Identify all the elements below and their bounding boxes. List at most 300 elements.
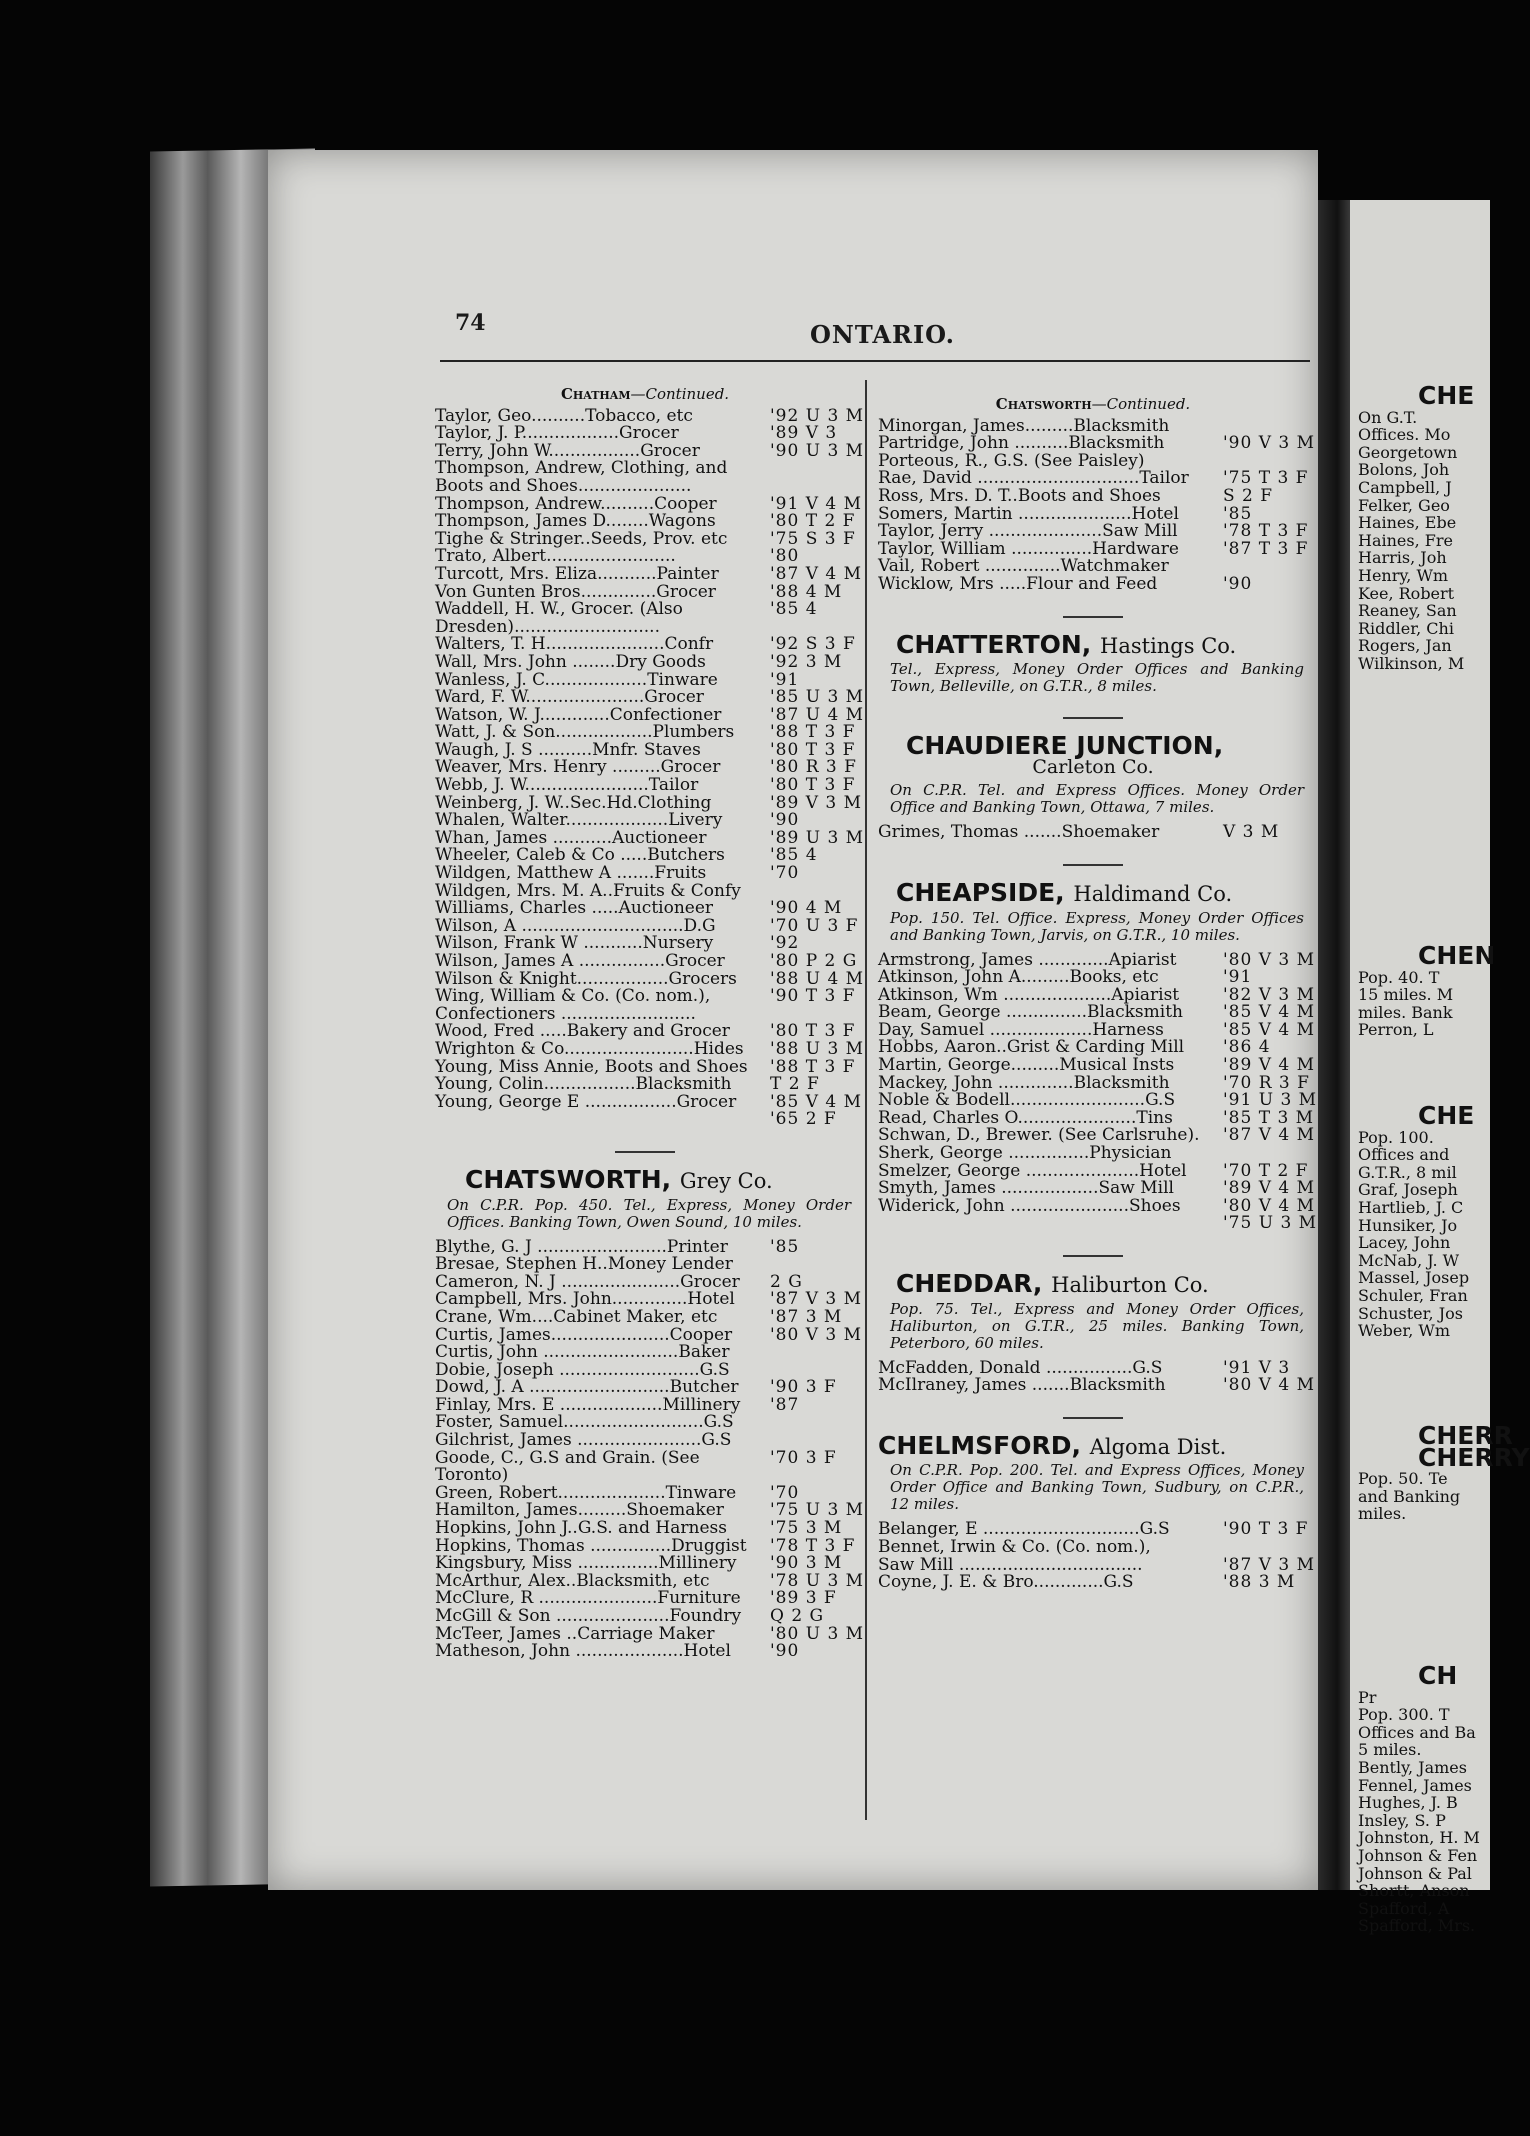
entry-rating: '90 3 M xyxy=(770,1553,843,1574)
entry-rating: '75 U 3 M xyxy=(770,1500,865,1521)
entry-rating: '80 R 3 F xyxy=(770,757,857,778)
place-description: Tel., Express, Money Order Offices and Banking Town, Belleville, on G.T.R., 8 miles. xyxy=(890,660,1304,696)
entry-name: Wall, Mrs. John ........Dry Goods xyxy=(435,651,706,672)
next-page-block xyxy=(1358,1421,1530,1524)
entry-name: Wilson, Frank W ...........Nursery xyxy=(435,933,714,954)
directory-entry xyxy=(435,1306,855,1327)
directory-entry xyxy=(878,1375,1316,1396)
entry-rating: '87 3 M xyxy=(770,1306,843,1327)
entry-name: McClure, R ......................Furniture xyxy=(435,1588,741,1609)
entry-name: Wood, Fred .....Bakery and Grocer xyxy=(435,1021,730,1042)
next-page-block xyxy=(1358,381,1475,673)
entry-name: Foster, Samuel..........................G.S xyxy=(435,1412,734,1433)
entry-rating: '90 T 3 F xyxy=(770,986,856,1007)
entry-rating: '88 T 3 F xyxy=(770,1056,856,1077)
entry-name: McTeer, James ..Carriage Maker xyxy=(435,1623,715,1644)
entry-name: Thompson, James D........Wagons xyxy=(435,511,716,532)
entry-rating: '70 3 F xyxy=(770,1447,837,1468)
entry-name: Kingsbury, Miss ...............Millinery xyxy=(435,1553,737,1574)
entry-name: Whalen, Walter...................Livery xyxy=(435,810,723,831)
place-heading: CHEDDAR, Haliburton Co. xyxy=(896,1269,1209,1298)
entry-name: Sherk, George ...............Physician xyxy=(878,1143,1172,1164)
entry-name: Goode, C., G.S and Grain. (See xyxy=(435,1447,700,1468)
entry-rating: '70 xyxy=(770,863,800,884)
entry-name: Wilson & Knight.................Grocers xyxy=(435,968,737,989)
entry-name xyxy=(435,1111,764,1129)
next-page-line: CHE xyxy=(1418,1101,1475,1130)
place-description: On C.P.R. Pop. 200. Tel. and Express Offices, Money Order Office and Banking Town, Sudbury, on C.P.R., 12 miles. xyxy=(890,1461,1304,1514)
next-page-line: 5 miles. xyxy=(1358,1740,1422,1760)
entry-rating: '92 xyxy=(770,933,800,954)
entry-name: Somers, Martin .....................Hotel xyxy=(878,503,1179,524)
entry-name: Turcott, Mrs. Eliza...........Painter xyxy=(435,563,719,584)
entry-rating: '88 U 3 M xyxy=(770,1038,865,1059)
entry-name: Trato, Albert........................ xyxy=(435,546,676,567)
entry-rating: '87 V 4 M xyxy=(770,563,863,584)
place-heading: CHATSWORTH, Grey Co. xyxy=(465,1164,773,1194)
directory-entry xyxy=(878,1145,1308,1163)
entry-name: McFadden, Donald ................G.S xyxy=(878,1357,1163,1378)
chatham-entries xyxy=(435,405,865,1130)
entry-name: Webb, J. W.......................Tailor xyxy=(435,775,699,796)
entry-rating: '90 3 F xyxy=(770,1377,837,1398)
entry-name: Belanger, E .............................G.S xyxy=(878,1519,1170,1540)
entry-name: Wilson, James A ................Grocer xyxy=(435,951,725,971)
next-page-line: Offices. Mo xyxy=(1358,425,1451,445)
entry-rating: '70 xyxy=(770,1482,800,1503)
entry-rating: '80 T 3 F xyxy=(770,739,856,760)
entry-rating: '89 V 3 xyxy=(770,423,838,444)
next-page-line: Spafford, A xyxy=(1358,1898,1450,1918)
next-page-line: Harris, Joh xyxy=(1358,548,1447,568)
next-page-line: Graf, Joseph xyxy=(1358,1180,1458,1200)
entry-name: McGill & Son .....................Foundry xyxy=(435,1606,742,1626)
page-number: 74 xyxy=(455,310,486,336)
entry-rating: '80 U 3 M xyxy=(770,1623,865,1644)
entry-rating: '90 xyxy=(1223,573,1253,594)
entry-rating: '85 V 4 M xyxy=(1223,1002,1316,1023)
entry-name: Saw Mill .................................. xyxy=(878,1554,1143,1575)
next-page-line: Lacey, John xyxy=(1358,1233,1451,1253)
directory-entry xyxy=(878,1536,1308,1557)
next-page-line: Schuster, Jos xyxy=(1358,1303,1463,1323)
entry-name: Taylor, Jerry .....................Saw Mill xyxy=(878,521,1178,542)
entry-name: Hopkins, John J..G.S. and Harness xyxy=(435,1518,727,1539)
section-separator xyxy=(1063,864,1123,866)
entry-rating: '90 T 3 F xyxy=(1223,1519,1309,1540)
next-page-line: Reaney, San xyxy=(1358,601,1457,621)
next-page-line: Offices and xyxy=(1358,1145,1450,1165)
entry-rating: '70 R 3 F xyxy=(1223,1072,1310,1093)
entry-name: Ward, F. W......................Grocer xyxy=(435,687,704,708)
next-page-line: Bently, James xyxy=(1358,1757,1467,1777)
entry-rating: '75 U 3 M xyxy=(1223,1213,1318,1234)
entry-rating: '80 T 3 F xyxy=(770,1021,856,1042)
next-page-line: Campbell, J xyxy=(1358,477,1452,497)
next-page-fragment xyxy=(1350,200,1530,1936)
next-page-line: Johnston, H. M xyxy=(1358,1828,1480,1848)
next-page-line: Felker, Geo xyxy=(1358,495,1450,515)
entry-name: Walters, T. H......................Confr xyxy=(435,634,714,655)
entry-rating: '85 4 xyxy=(770,599,818,620)
entry-name: Bresae, Stephen H..Money Lender xyxy=(435,1254,733,1275)
next-page-line: Offices and Ba xyxy=(1358,1722,1476,1742)
next-page-line: Shortt, Anson xyxy=(1358,1881,1470,1901)
left-column xyxy=(435,382,865,1662)
entry-name: Partridge, John ..........Blacksmith xyxy=(878,433,1165,454)
next-page-line: miles. xyxy=(1358,1504,1407,1524)
entry-name: Bennet, Irwin & Co. (Co. nom.), xyxy=(878,1536,1151,1557)
entry-rating: '87 xyxy=(770,1394,800,1415)
entry-name: Curtis, John .........................Baker xyxy=(435,1342,730,1363)
next-page-line: Pr xyxy=(1358,1687,1377,1707)
next-page-line: Pop. 100. xyxy=(1358,1127,1434,1147)
entry-name: Armstrong, James .............Apiarist xyxy=(878,949,1177,970)
entry-name: Waddell, H. W., Grocer. (Also xyxy=(435,599,683,620)
section-separator xyxy=(1063,1417,1123,1419)
entry-rating: '89 U 3 M xyxy=(770,827,865,848)
entry-name: Taylor, William ...............Hardware xyxy=(878,538,1179,559)
next-page-line: CHE xyxy=(1418,381,1475,410)
entry-name: Green, Robert....................Tinware xyxy=(435,1482,737,1503)
entry-rating: '80 V 4 M xyxy=(1223,1195,1316,1216)
entry-name: Martin, George.........Musical Insts xyxy=(878,1055,1175,1076)
entry-rating: '85 4 xyxy=(770,845,818,866)
entry-rating: '80 V 3 M xyxy=(770,1324,863,1345)
next-page-line: Haines, Ebe xyxy=(1358,513,1457,533)
entry-rating: 2 G xyxy=(770,1271,803,1292)
place-description: Pop. 75. Tel., Express and Money Order Offices, Haliburton, on G.T.R., 25 miles. Banking Town, Peterboro, 60 miles. xyxy=(890,1299,1304,1352)
continued-heading: Chatham—Continued. xyxy=(560,385,730,403)
next-page-line: Perron, L xyxy=(1358,1020,1434,1040)
entry-rating: '85 xyxy=(1223,503,1253,524)
entry-rating: '90 xyxy=(770,1641,800,1662)
entry-name: Coyne, J. E. & Bro.............G.S xyxy=(878,1572,1134,1593)
entry-rating: '89 3 F xyxy=(770,1588,837,1609)
next-page-block xyxy=(1358,1101,1475,1341)
entry-rating: '85 V 4 M xyxy=(1223,1019,1316,1040)
next-page-line: and Banking xyxy=(1358,1486,1461,1506)
entry-name: Blythe, G. J ........................Printer xyxy=(435,1236,728,1257)
entry-rating: '80 T 3 F xyxy=(770,775,856,796)
entry-name: Wildgen, Mrs. M. A..Fruits & Confy xyxy=(435,880,741,901)
place-heading: CHEAPSIDE, Haldimand Co. xyxy=(896,877,1233,907)
directory-entry xyxy=(878,1213,1318,1234)
entry-name: Noble & Bodell.........................G.S xyxy=(878,1090,1176,1111)
entry-rating xyxy=(764,1344,855,1362)
next-page-line: Wilkinson, M xyxy=(1358,653,1465,673)
entry-name: Rae, David ..............................Tailor xyxy=(878,468,1189,489)
entry-rating: '90 xyxy=(770,810,800,831)
place-heading: CHATTERTON, Hastings Co. xyxy=(896,629,1237,659)
place-county: Carleton Co. xyxy=(1032,755,1154,778)
entry-rating: '80 T 2 F xyxy=(770,511,856,532)
directory-entry xyxy=(435,1111,855,1129)
entry-name: Minorgan, James.........Blacksmith xyxy=(878,415,1170,436)
next-page-line: Bolons, Joh xyxy=(1358,460,1450,480)
next-page-line: CHERR xyxy=(1418,1421,1513,1450)
entry-rating xyxy=(764,1414,855,1432)
next-page-line: Riddler, Chi xyxy=(1358,618,1454,638)
entry-name: Boots and Shoes..................... xyxy=(435,475,692,496)
entry-name: Wheeler, Caleb & Co .....Butchers xyxy=(435,845,725,866)
next-page-line: 15 miles. M xyxy=(1358,985,1454,1005)
directory-entry xyxy=(435,651,855,672)
next-page-line: Hughes, J. B xyxy=(1358,1793,1458,1813)
entry-rating: '78 T 3 F xyxy=(1223,521,1309,542)
entry-name: Smelzer, George .....................Hotel xyxy=(878,1160,1187,1181)
entry-name: Ross, Mrs. D. T..Boots and Shoes xyxy=(878,485,1161,506)
entry-name: Von Gunten Bros..............Grocer xyxy=(435,581,716,602)
entry-name: Hamilton, James.........Shoemaker xyxy=(435,1500,724,1521)
entry-name: Terry, John W.................Grocer xyxy=(435,440,700,461)
section-separator xyxy=(1063,717,1123,719)
entry-rating: '87 V 3 M xyxy=(770,1289,863,1310)
next-page-line: Schuler, Fran xyxy=(1358,1285,1468,1305)
next-page-line: Pop. 50. Te xyxy=(1358,1469,1448,1489)
entry-rating: '90 V 3 M xyxy=(1223,433,1316,454)
entry-name: Curtis, James......................Cooper xyxy=(435,1324,733,1345)
entry-rating: '75 3 M xyxy=(770,1518,843,1539)
entry-rating: '80 P 2 G xyxy=(770,951,858,971)
entry-name: Read, Charles O......................Tins xyxy=(878,1107,1173,1128)
entry-name: Crane, Wm....Cabinet Maker, etc xyxy=(435,1306,718,1327)
entry-rating: '88 4 M xyxy=(770,581,843,602)
entry-name: Smyth, James ..................Saw Mill xyxy=(878,1178,1174,1199)
right-column xyxy=(878,392,1318,1593)
entry-name: McIlraney, James .......Blacksmith xyxy=(878,1375,1166,1396)
entry-rating: '85 V 4 M xyxy=(770,1091,863,1112)
entry-rating: '89 V 4 M xyxy=(1223,1178,1316,1199)
chaudiere-entries xyxy=(878,824,1308,842)
entry-rating: Q 2 G xyxy=(770,1606,825,1626)
next-page-line: Rogers, Jan xyxy=(1358,636,1452,656)
entry-name: Day, Samuel ...................Harness xyxy=(878,1019,1164,1040)
entry-rating: '91 V 4 M xyxy=(770,493,863,514)
next-page-line: Haines, Fre xyxy=(1358,530,1453,550)
next-page-line: Kee, Robert xyxy=(1358,583,1455,603)
next-page-line: Georgetown xyxy=(1358,442,1458,462)
chatsworth-entries xyxy=(435,1236,865,1662)
entry-name: Weaver, Mrs. Henry .........Grocer xyxy=(435,757,721,778)
entry-rating: S 2 F xyxy=(1223,485,1274,506)
entry-rating: V 3 M xyxy=(1223,822,1280,843)
entry-name: Wilson, A ..............................D.G xyxy=(435,915,716,936)
directory-entry xyxy=(878,824,1308,842)
next-page-line: McNab, J. W xyxy=(1358,1250,1460,1270)
entry-name: Dowd, J. A ..........................Butcher xyxy=(435,1377,739,1398)
entry-rating: '88 T 3 F xyxy=(770,722,856,743)
column-divider xyxy=(865,380,867,1820)
entry-rating xyxy=(764,460,855,478)
entry-rating: '78 U 3 M xyxy=(770,1570,865,1591)
entry-name: Dresden)........................... xyxy=(435,616,660,637)
next-page-line: Johnson & Pal xyxy=(1358,1863,1472,1883)
entry-rating: '70 T 2 F xyxy=(1223,1160,1309,1181)
entry-name: Beam, George ...............Blacksmith xyxy=(878,1002,1183,1023)
entry-rating: '78 T 3 F xyxy=(770,1535,856,1556)
entry-name: Mackey, John ..............Blacksmith xyxy=(878,1072,1170,1093)
next-page-line: CHEN xyxy=(1418,941,1496,970)
entry-name: Waugh, J. S ..........Mnfr. Staves xyxy=(435,739,701,760)
entry-rating: '75 T 3 F xyxy=(1223,468,1309,489)
cheddar-entries xyxy=(878,1357,1316,1396)
header-rule xyxy=(440,360,1310,362)
directory-entry xyxy=(435,563,863,584)
section-separator xyxy=(615,1151,675,1153)
entry-rating: '87 U 4 M xyxy=(770,704,865,725)
directory-entry xyxy=(435,951,858,971)
entry-rating: '91 xyxy=(770,669,800,690)
entry-rating: '85 xyxy=(770,1236,800,1257)
next-page-line: Henry, Wm xyxy=(1358,565,1449,585)
entry-rating: '80 V 4 M xyxy=(1223,1375,1316,1396)
entry-rating: '70 U 3 F xyxy=(770,915,859,936)
entry-rating xyxy=(764,478,855,496)
next-page-block xyxy=(1358,1661,1480,1936)
entry-rating: '88 3 M xyxy=(1223,1572,1296,1593)
entry-name: Weinberg, J. W..Sec.Hd.Clothing xyxy=(435,792,712,813)
entry-name: Widerick, John ......................Shoes xyxy=(878,1195,1181,1216)
place-description: On C.P.R. Tel. and Express Offices. Money Order Office and Banking Town, Ottawa, 7 miles. xyxy=(890,781,1304,817)
entry-name: Young, Miss Annie, Boots and Shoes xyxy=(435,1056,748,1077)
directory-entry xyxy=(878,573,1308,594)
place-description: Pop. 150. Tel. Office. Express, Money Order Offices and Banking Town, Jarvis, on G.T.R., 10 miles. xyxy=(890,908,1304,944)
entry-rating: '87 T 3 F xyxy=(1223,538,1309,559)
place-heading: CHELMSFORD, Algoma Dist. xyxy=(878,1430,1227,1460)
entry-name: Young, George E .................Grocer xyxy=(435,1091,737,1112)
directory-entry xyxy=(435,1608,855,1626)
entry-rating xyxy=(1217,1145,1308,1163)
entry-name: Williams, Charles .....Auctioneer xyxy=(435,898,714,919)
entry-rating: '92 3 M xyxy=(770,651,843,672)
cheapside-entries xyxy=(878,949,1318,1234)
entry-rating: '91 V 3 xyxy=(1223,1357,1291,1378)
entry-name: Wanless, J. C...................Tinware xyxy=(435,669,718,690)
continued-heading: Chatsworth—Continued. xyxy=(995,395,1191,413)
entry-name: Hopkins, Thomas ...............Druggist xyxy=(435,1535,747,1556)
directory-entry xyxy=(435,1038,865,1059)
entry-name: Whan, James ...........Auctioneer xyxy=(435,827,707,848)
directory-entry xyxy=(878,485,1308,506)
entry-rating: '85 U 3 M xyxy=(770,687,865,708)
entry-name: Confectioners ......................... xyxy=(435,1003,696,1024)
entry-name: Tighe & Stringer..Seeds, Prov. etc xyxy=(435,528,728,549)
entry-name xyxy=(878,1215,1217,1233)
entry-name: Thompson, Andrew, Clothing, and xyxy=(435,458,728,479)
entry-rating: '92 S 3 F xyxy=(770,634,856,655)
entry-rating: '80 xyxy=(770,546,800,567)
entry-name: Thompson, Andrew..........Cooper xyxy=(435,493,717,514)
entry-name: Dobie, Joseph ..........................G.S xyxy=(435,1359,730,1380)
entry-rating: '87 V 4 M xyxy=(1223,1125,1316,1146)
entry-name: Atkinson, Wm ....................Apiarist xyxy=(878,984,1180,1005)
entry-name: Grimes, Thomas .......Shoemaker xyxy=(878,822,1160,843)
section-separator xyxy=(1063,616,1123,618)
entry-rating: '88 U 4 M xyxy=(770,968,865,989)
place-description: On C.P.R. Pop. 450. Tel., Express, Money Order Offices. Banking Town, Owen Sound, 10 miles. xyxy=(447,1195,851,1231)
entry-rating: '82 V 3 M xyxy=(1223,984,1316,1005)
entry-name: McArthur, Alex..Blacksmith, etc xyxy=(435,1570,710,1591)
entry-name: Wicklow, Mrs .....Flour and Feed xyxy=(878,573,1158,594)
place-heading: CHAUDIERE JUNCTION, xyxy=(906,731,1224,761)
next-page-line: CHERRY xyxy=(1418,1442,1530,1472)
entry-rating: '89 V 4 M xyxy=(1223,1055,1316,1076)
entry-name: Watt, J. & Son..................Plumbers xyxy=(435,722,735,743)
running-head: ONTARIO. xyxy=(810,320,956,349)
entry-name: Cameron, N. J ......................Grocer xyxy=(435,1271,740,1292)
next-page-line: Pop. 40. T xyxy=(1358,967,1440,987)
next-page-line: Insley, S. P xyxy=(1358,1810,1446,1830)
entry-name: Porteous, R., G.S. (See Paisley) xyxy=(878,450,1145,471)
next-page-line: miles. Bank xyxy=(1358,1002,1453,1022)
directory-entry xyxy=(435,865,855,883)
entry-name: Taylor, Geo..........Tobacco, etc xyxy=(435,405,693,426)
entry-name: Vail, Robert ..............Watchmaker xyxy=(878,556,1169,577)
section-separator xyxy=(1063,1255,1123,1257)
entry-rating: '86 4 xyxy=(1223,1037,1271,1058)
entry-name: Finlay, Mrs. E ...................Millinery xyxy=(435,1394,741,1415)
entry-name: Campbell, Mrs. John..............Hotel xyxy=(435,1289,735,1310)
entry-rating: T 2 F xyxy=(770,1074,820,1095)
directory-entry xyxy=(435,1520,855,1538)
next-page-line: G.T.R., 8 mil xyxy=(1358,1162,1457,1182)
entry-name: Wrighton & Co........................Hides xyxy=(435,1038,744,1059)
gutter xyxy=(1318,200,1350,1890)
next-page-line: Spafford, Mrs. xyxy=(1358,1916,1476,1936)
entry-name: Schwan, D., Brewer. (See Carlsruhe). xyxy=(878,1125,1200,1146)
next-page-line: Massel, Josep xyxy=(1358,1268,1470,1288)
entry-name: Gilchrist, James .......................G.S xyxy=(435,1430,732,1451)
entry-rating: '85 T 3 M xyxy=(1223,1107,1315,1128)
next-page-block xyxy=(1358,941,1496,1040)
entry-name: Young, Colin.................Blacksmith xyxy=(435,1074,732,1095)
next-page-line: Hunsiker, Jo xyxy=(1358,1215,1458,1235)
next-page-line: Hartlieb, J. C xyxy=(1358,1197,1464,1217)
next-page-line: Johnson & Fen xyxy=(1358,1845,1478,1865)
next-page-line: CH xyxy=(1418,1661,1458,1690)
directory-entry xyxy=(435,475,855,496)
entry-name: Matheson, John ....................Hotel xyxy=(435,1641,731,1662)
entry-name: Wildgen, Matthew A .......Fruits xyxy=(435,863,707,884)
entry-rating: '90 U 3 M xyxy=(770,440,865,461)
chatsworth-continued-entries xyxy=(878,415,1316,594)
entry-rating: '89 V 3 M xyxy=(770,792,863,813)
directory-entry xyxy=(878,1574,1308,1592)
entry-rating: '80 V 3 M xyxy=(1223,949,1316,970)
directory-entry xyxy=(435,1643,855,1661)
next-page-line: Pop. 300. T xyxy=(1358,1705,1450,1725)
next-page-line: On G.T. xyxy=(1358,407,1418,427)
next-page-line: Fennel, James xyxy=(1358,1775,1472,1795)
entry-rating: '90 4 M xyxy=(770,898,843,919)
entry-rating xyxy=(1217,1539,1308,1557)
entry-name: Watson, W. J.............Confectioner xyxy=(435,704,722,725)
entry-name: Wing, William & Co. (Co. nom.), xyxy=(435,986,711,1007)
entry-rating: '92 U 3 M xyxy=(770,405,865,426)
entry-rating: '91 U 3 M xyxy=(1223,1090,1318,1111)
entry-name: Atkinson, John A.........Books, etc xyxy=(878,967,1159,988)
entry-name: Taylor, J. P..................Grocer xyxy=(435,423,679,444)
entry-rating: '87 V 3 M xyxy=(1223,1554,1316,1575)
entry-rating: '65 2 F xyxy=(770,1109,837,1130)
entry-name: Toronto) xyxy=(435,1465,509,1486)
entry-name: Hobbs, Aaron..Grist & Carding Mill xyxy=(878,1037,1185,1058)
entry-rating: '91 xyxy=(1223,967,1253,988)
entry-rating: '75 S 3 F xyxy=(770,528,856,549)
chelmsford-entries xyxy=(878,1519,1316,1593)
next-page-line: Weber, Wm xyxy=(1358,1321,1450,1341)
